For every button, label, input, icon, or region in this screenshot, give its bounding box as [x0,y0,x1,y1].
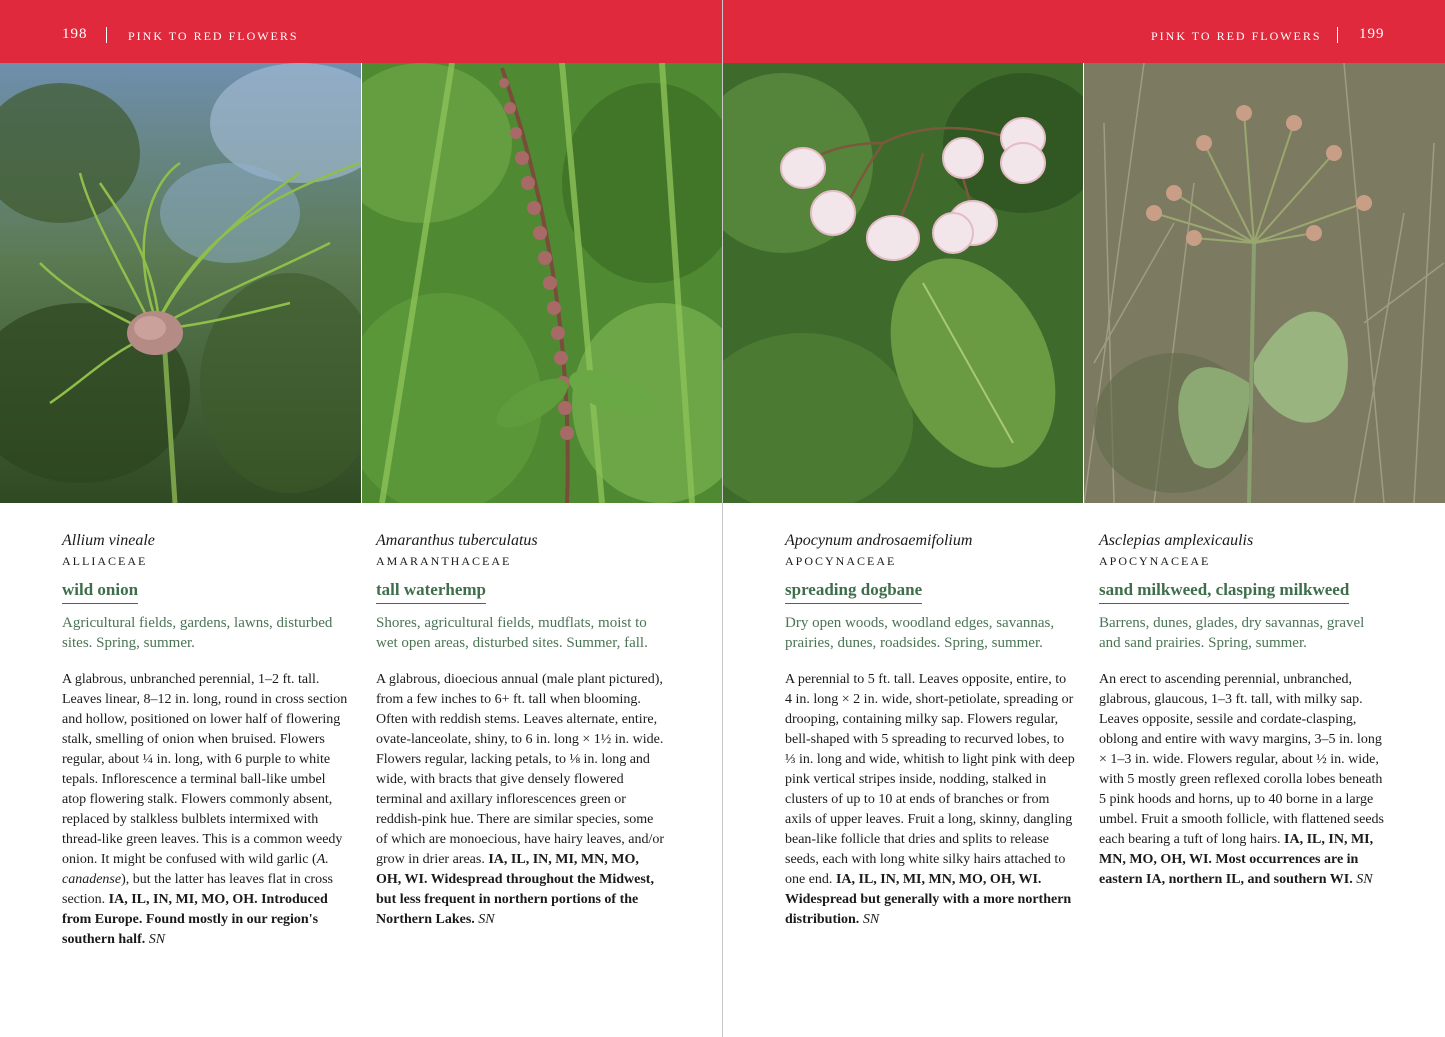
family-name: APOCYNACEAE [1099,554,1211,568]
left-page [0,0,722,1037]
habitat-text: Shores, agricultural fields, mudflats, moist to wet open areas, disturbed sites. Summer, fall. [376,615,648,651]
header-divider [1337,27,1338,43]
habitat-text: Dry open woods, woodland edges, savannas, prairies, dunes, roadsides. Spring, summer. [785,615,1055,651]
photo-apocynum-androsaemifolium [723,63,1083,503]
habitat-text: Barrens, dunes, glades, dry savannas, gravel and sand prairies. Spring, summer. [1099,615,1365,651]
family-name: AMARANTHACEAE [376,554,512,568]
scientific-name: Allium vineale [62,532,155,549]
habitat-text: Agricultural fields, gardens, lawns, disturbed sites. Spring, summer. [62,615,333,651]
species-entry [785,530,1075,930]
distribution-text: IA, IL, IN, MI, MN, MO, OH, WI. Most occurrences are in eastern IA, northern IL, and southern WI. [1099,832,1374,887]
common-name: tall waterhemp [376,579,486,604]
author-initials: SN [1356,872,1373,887]
photo-amaranthus-tuberculatus [362,63,722,503]
distribution-text: IA, IL, IN, MI, MN, MO, OH, WI. Widespread throughout the Midwest, but less frequent in northern portions of the Northern Lakes. [376,852,654,927]
description-text: A glabrous, dioecious annual (male plant pictured), from a few inches to 6+ ft. tall when blooming. Often with reddish stems. Leaves alternate, entire, ovate-lanceolate, shiny, to 6 in. long × 1½ in. wide. Flowers regular, lacking petals, to ⅛ in. long and wide, with bracts that give densely flowered terminal and axillary inflorescences green or reddish-pink hue. There are similar species, some of which are monoecious, have hairy leaves, and/or grow in drier areas. IA, IL, IN, MI, MN, MO, OH, WI. Widespread throughout the Midwest, but less frequent in northern portions of the Northern Lakes. SN [376,672,665,927]
species-entry [62,530,352,950]
scientific-name: Apocynum androsaemifolium [785,532,973,549]
author-initials: SN [478,912,495,927]
description-text: An erect to ascending perennial, unbranched, glabrous, glaucous, 1–3 ft. tall, with milky sap. Leaves opposite, sessile and cordate-clasping, oblong and entire with wavy margins, 3–5 in. long × 1–3 in. wide. Flowers regular, about ½ in. wide, with 5 mostly green reflexed corolla lobes beneath 5 pink hoods and horns, up to 40 borne in a large umbel. Fruit a smooth follicle, with flattened seeds each bearing a tuft of long hairs. IA, IL, IN, MI, MN, MO, OH, WI. Most occurrences are in eastern IA, northern IL, and southern WI. SN [1099,672,1384,887]
family-name: APOCYNACEAE [785,554,897,568]
common-name: wild onion [62,579,138,604]
description-text: A perennial to 5 ft. tall. Leaves opposite, entire, to 4 in. long × 2 in. wide, short-petiolate, spreading or drooping, containing milky sap. Flowers regular, bell-shaped with 5 spreading to recurved lobes, to ⅓ in. long and wide, whitish to light pink with deep pink vertical stripes inside, nodding, stalked in clusters of up to 10 at ends of branches or from axils of upper leaves. Fruit a long, skinny, dangling bean-like follicle that dries and splits to release seeds, each with long white silky hairs attached to one end. IA, IL, IN, MI, MN, MO, OH, WI. Widespread but generally with a more northern distribution. SN [785,672,1075,927]
family-name: ALLIACEAE [62,554,148,568]
distribution-text: IA, IL, IN, MI, MO, OH. Introduced from Europe. Found mostly in our region's southern half. [62,892,328,947]
section-title: PINK TO RED FLOWERS [128,29,299,43]
distribution-text: IA, IL, IN, MI, MN, MO, OH, WI. Widespread but generally with a more northern distribution. [785,872,1072,927]
photo-allium-vineale [0,63,361,503]
author-initials: SN [148,932,166,947]
photo-asclepias-amplexicaulis [1084,63,1445,503]
description-text: A glabrous, unbranched perennial, 1–2 ft. tall. Leaves linear, 8–12 in. long, round in cross section and hollow, positioned on lower half of flowering stalk, smelling of onion when bruised. Flowers regular, about ¼ in. long, with 6 purple to white tepals. Inflorescence a terminal ball-like umbel atop flowering stalk. Flowers commonly absent, replaced by stalkless bulblets intermixed with thread-like green leaves. This is a common weedy onion. It might be confused with wild garlic (A. canadense), but the latter has leaves flat in cross section. IA, IL, IN, MI, MO, OH. Introduced from Europe. Found mostly in our region's southern half. SN [62,672,348,947]
page-number: 198 [62,26,88,42]
scientific-name: Amaranthus tuberculatus [376,532,538,549]
author-initials: SN [862,912,880,927]
right-page [723,0,1445,1037]
section-title: PINK TO RED FLOWERS [1151,29,1322,43]
right-header-bar [723,0,1445,63]
scientific-name: Asclepias amplexicaulis [1099,532,1254,549]
common-name: sand milkweed, clasping milkweed [1099,579,1349,604]
common-name: spreading dogbane [785,579,922,604]
left-header-bar [0,0,722,63]
header-divider [106,27,107,43]
page-number: 199 [1359,26,1385,42]
species-entry [1099,530,1389,890]
species-entry [376,530,666,930]
